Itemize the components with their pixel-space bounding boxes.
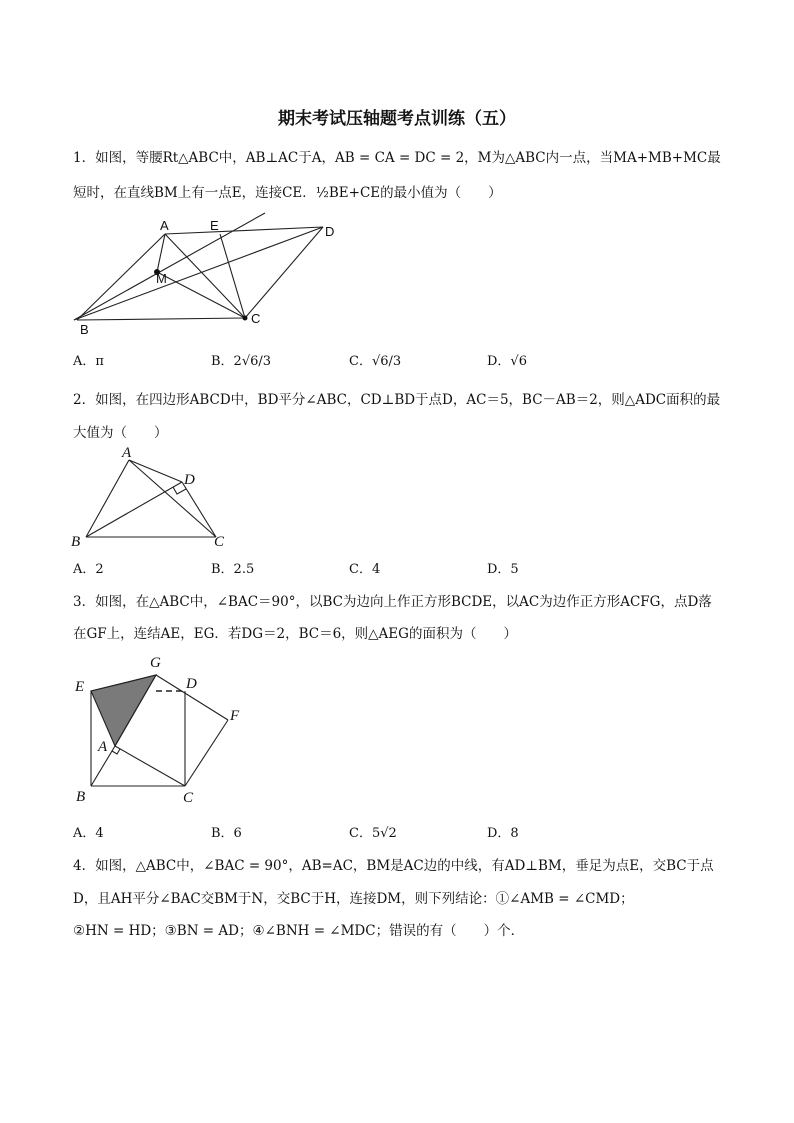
question-3-option-b: B．6 <box>211 826 242 841</box>
question-2-figure <box>66 442 236 554</box>
question-3-line-2: 在GF上，连结AE，EG．若DG＝2，BC＝6，则△AEG的面积为（ ） <box>73 626 517 642</box>
question-3-option-d: D．8 <box>487 826 519 841</box>
label-e: E <box>75 679 85 695</box>
label-g: G <box>150 655 161 671</box>
question-1-line-2: 短时，在直线BM上有一点E，连接CE．½BE+CE的最小值为（ ） <box>73 185 502 201</box>
question-3-option-c: C．5√2 <box>349 826 397 841</box>
question-4-line-2: D，且AH平分∠BAC交BM于N，交BC于H，连接DM，则下列结论：①∠AMB = ∠CMD； <box>73 891 634 907</box>
label-b: B <box>71 534 81 550</box>
question-3-option-a: A．4 <box>73 826 104 841</box>
question-3-line-1: 3．如图，在△ABC中，∠BAC＝90°，以BC为边向上作正方形BCDE，以AC为边作正方形ACFG，点D落 <box>73 594 712 610</box>
question-2-option-b: B．2.5 <box>211 562 255 577</box>
page-title: 期末考试压轴题考点训练（五） <box>278 109 516 129</box>
question-4-line-3: ②HN = HD；③BN = AD；④∠BNH = ∠MDC；错误的有（ ）个． <box>73 923 525 939</box>
question-1-option-a: A．π <box>73 354 104 369</box>
label-a: A <box>98 739 108 755</box>
point-c <box>243 316 248 321</box>
label-d: D <box>186 676 197 692</box>
label-m: M <box>156 271 167 286</box>
question-2-line-2: 大值为（ ） <box>73 425 168 441</box>
question-1-line-1: 1．如图，等腰Rt△ABC中，AB⊥AC于A，AB = CA = DC = 2，M为△ABC内一点，当MA+MB+MC最 <box>73 150 721 166</box>
label-c: C <box>183 790 194 806</box>
question-4-line-1: 4．如图，△ABC中，∠BAC = 90°，AB=AC，BM是AC边的中线，有AD⊥BM，垂足为点E，交BC于点 <box>73 858 714 874</box>
question-2-option-d: D．5 <box>487 562 519 577</box>
shaded-triangle-aeg <box>91 675 156 746</box>
question-1-option-d: D．√6 <box>487 354 527 369</box>
question-3-figure <box>68 650 253 810</box>
label-a: A <box>122 445 132 461</box>
question-1-figure <box>70 210 350 338</box>
label-a: A <box>160 218 169 233</box>
label-f: F <box>230 708 240 724</box>
label-c: C <box>251 311 261 326</box>
label-e: E <box>210 218 219 233</box>
label-d: D <box>184 472 195 488</box>
label-b: B <box>76 789 86 805</box>
question-2-line-1: 2．如图，在四边形ABCD中，BD平分∠ABC，CD⊥BD于点D，AC＝5，BC－AB＝2，则△ADC面积的最 <box>73 392 721 408</box>
question-2-option-c: C．4 <box>349 562 381 577</box>
question-1-option-c: C．√6/3 <box>349 354 402 369</box>
label-d: D <box>325 224 335 239</box>
question-1-option-b: B．2√6/3 <box>211 354 272 369</box>
question-2-option-a: A．2 <box>73 562 104 577</box>
label-c: C <box>214 534 225 550</box>
label-b: B <box>80 322 89 337</box>
